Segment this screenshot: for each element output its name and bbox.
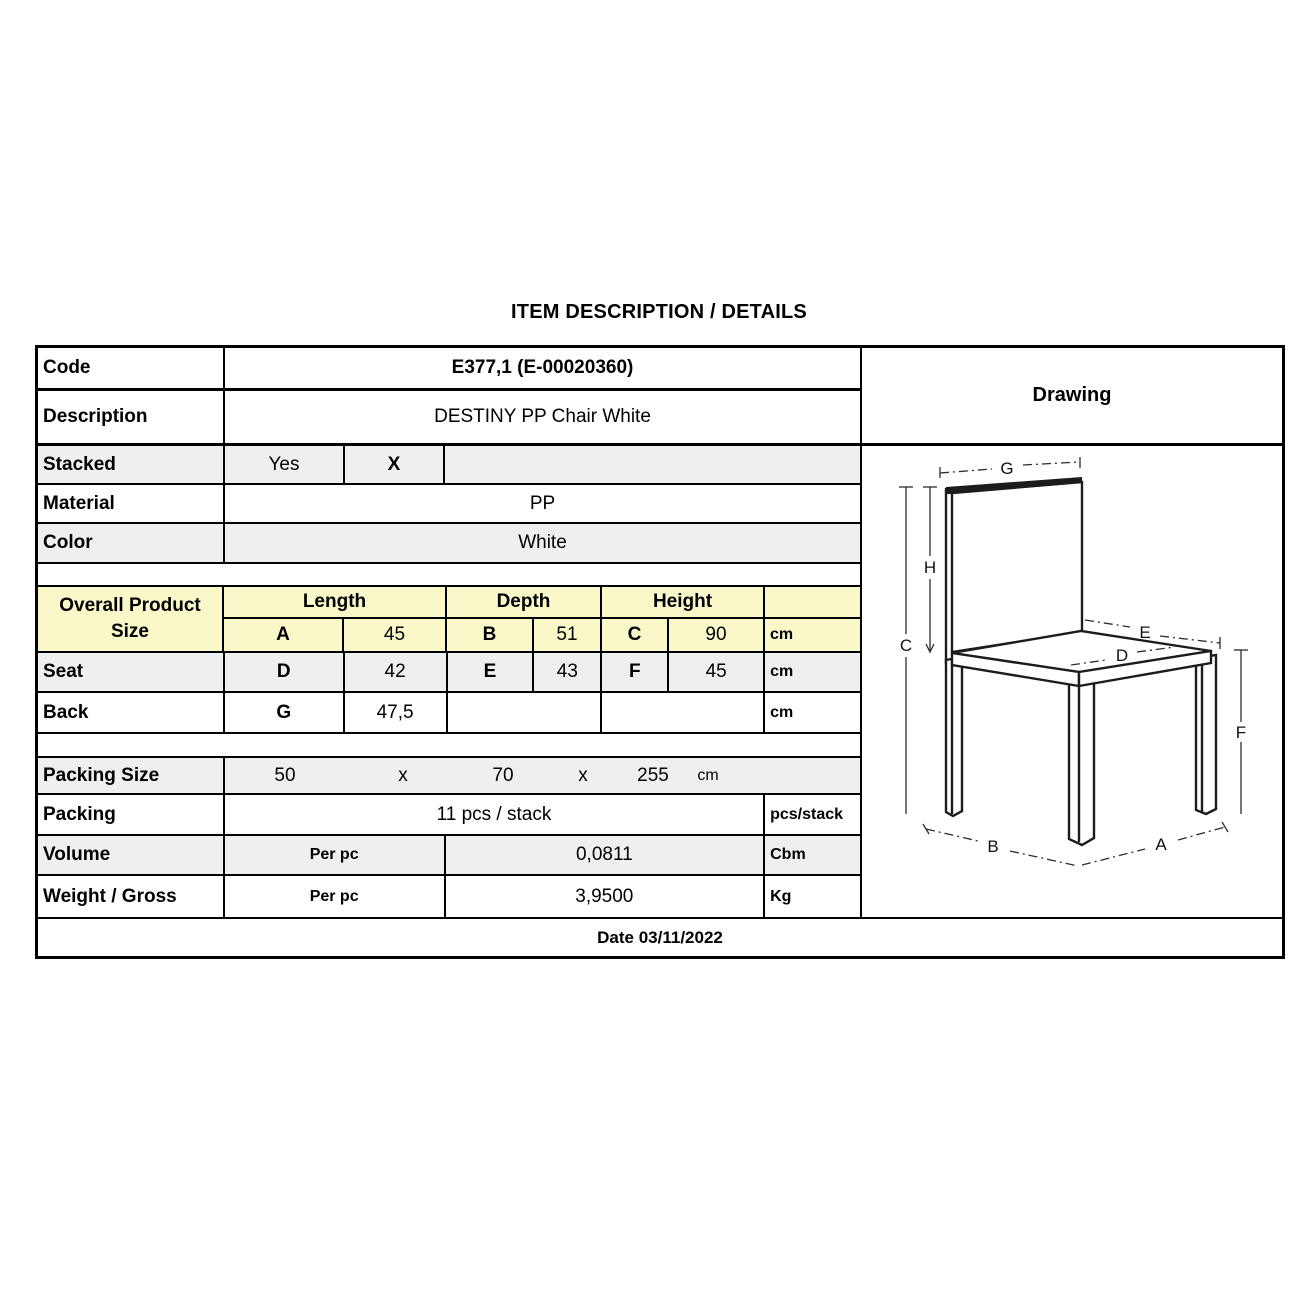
height-header: Height (602, 587, 765, 617)
dim-line-g (940, 469, 992, 473)
dim-key-a: A (224, 619, 344, 651)
dimension-header-row (224, 587, 860, 619)
chair-isometric-drawing (862, 446, 1282, 917)
dim-line-a2 (1178, 827, 1225, 840)
dim-key-c: C (602, 619, 669, 651)
back-row (38, 693, 860, 734)
chair-back-panel (952, 482, 1082, 652)
material-label: Material (38, 485, 225, 522)
description-value: DESTINY PP Chair White (434, 406, 651, 427)
dim-line-b (926, 829, 978, 841)
packing-size-x2: x (578, 764, 588, 786)
weight-per: Per pc (225, 876, 446, 917)
spec-columns (38, 348, 860, 917)
packing-size-unit: cm (697, 766, 719, 784)
dim-val-f: 45 (669, 653, 765, 691)
depth-header: Depth (447, 587, 602, 617)
dim-label-e: E (1139, 623, 1151, 642)
seat-label: Seat (38, 653, 225, 691)
packing-label: Packing (38, 795, 225, 834)
weight-value: 3,9500 (446, 876, 766, 917)
material-value: PP (529, 492, 556, 514)
dim-label-b: B (987, 837, 999, 856)
dim-line-a (1082, 849, 1145, 865)
overall-size-label: Overall Product Size (38, 587, 224, 651)
packing-size-v2: 70 (492, 764, 514, 786)
volume-row (38, 836, 860, 876)
color-label: Color (38, 524, 225, 562)
overall-size-rows (38, 587, 860, 653)
overall-values-row (224, 619, 860, 651)
dim-line-g2 (1023, 462, 1080, 465)
length-header: Length (224, 587, 447, 617)
packing-size-values (225, 758, 860, 793)
dim-key-d: D (225, 653, 345, 691)
dim-val-g: 47,5 (345, 693, 448, 732)
packing-size-x1: x (398, 764, 408, 786)
spacer-row-1 (38, 564, 860, 587)
code-label: Code (38, 348, 225, 388)
dim-val-e: 43 (534, 653, 602, 691)
color-row (38, 524, 860, 564)
dim-val-d: 42 (345, 653, 448, 691)
dim-line-e2 (1160, 636, 1220, 643)
back-label: Back (38, 693, 225, 732)
dim-line-b2 (1010, 851, 1078, 866)
weight-unit: Kg (770, 887, 792, 905)
spacer-row-2 (38, 734, 860, 758)
drawing-header: Drawing (862, 348, 1282, 446)
dim-key-e: E (448, 653, 535, 691)
date-row (38, 917, 1282, 956)
code-row (38, 348, 860, 391)
dim-key-b: B (447, 619, 534, 651)
dim-val-a: 45 (344, 619, 447, 651)
packing-size-v1: 50 (274, 764, 296, 786)
volume-per: Per pc (225, 836, 446, 874)
overall-size-grid (224, 587, 860, 651)
packing-unit: pcs/stack (770, 805, 844, 823)
stacked-mark: X (345, 446, 445, 483)
volume-label: Volume (38, 836, 225, 874)
dim-label-c: C (899, 636, 913, 655)
dim-label-f: F (1235, 723, 1247, 742)
stacked-option: Yes (225, 446, 345, 483)
material-row (38, 485, 860, 524)
dim-label-a: A (1155, 835, 1167, 854)
packing-size-v3: 255 (637, 764, 669, 786)
chair-left-leg (946, 657, 962, 816)
date-value: Date 03/11/2022 (597, 927, 723, 947)
description-row (38, 391, 860, 446)
volume-unit: Cbm (770, 846, 806, 863)
dim-val-c: 90 (669, 619, 765, 651)
packing-row (38, 795, 860, 836)
seat-row (38, 653, 860, 693)
drawing-column (860, 348, 1282, 917)
dim-label-d: D (1115, 646, 1129, 665)
packing-value: 11 pcs / stack (225, 795, 765, 834)
stacked-empty-cell (445, 446, 860, 483)
volume-value: 0,0811 (446, 836, 766, 874)
dim-key-g: G (225, 693, 345, 732)
dim-val-b: 51 (534, 619, 602, 651)
weight-row (38, 876, 860, 917)
stacked-label: Stacked (38, 446, 225, 483)
description-label: Description (38, 391, 225, 443)
chair-drawing (862, 446, 1282, 917)
item-details-table (35, 345, 1285, 959)
weight-label: Weight / Gross (38, 876, 225, 917)
chair-front-leg (1069, 674, 1094, 845)
back-unit: cm (770, 703, 794, 721)
table-body (38, 348, 1282, 917)
chair-right-leg (1196, 655, 1216, 814)
packing-size-label: Packing Size (38, 758, 225, 793)
packing-size-row (38, 758, 860, 795)
dim-label-h: H (923, 558, 937, 577)
overall-unit: cm (770, 626, 794, 644)
dim-key-f: F (602, 653, 669, 691)
page-title: ITEM DESCRIPTION / DETAILS (511, 301, 807, 323)
dim-line-e (1085, 620, 1130, 627)
code-value: E377,1 (E-00020360) (451, 357, 634, 378)
stacked-row (38, 446, 860, 485)
seat-unit: cm (770, 663, 794, 680)
dim-label-g: G (1000, 459, 1014, 478)
color-value: White (518, 532, 567, 553)
